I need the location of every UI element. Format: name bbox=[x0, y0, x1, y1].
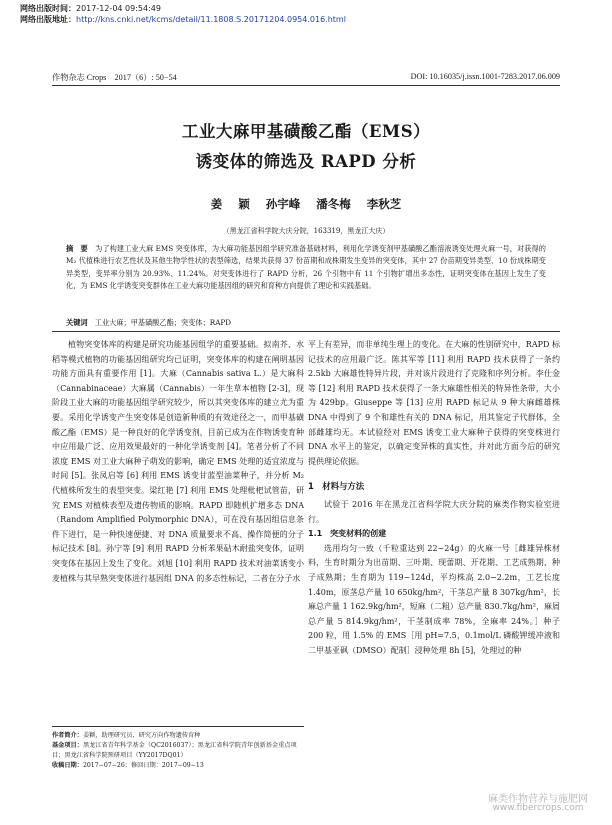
download-header bbox=[20, 3, 346, 25]
affiliation: （黑龙江省科学院大庆分院，163319，黑龙江大庆） bbox=[222, 227, 390, 235]
publish-time-line bbox=[20, 3, 346, 14]
intro-paragraph: 植物突变体库的构建是研究功能基因组学的重要基础。拟南芥、水稻等模式植物的功能基因组研究均已证明，突变体库的构建在阐明基因功能方面具有重要作用 [1]。大麻（Cannabis sativa L.）是大麻科（Cannabinaceae）大麻属（Cannabis）一年生草本植物 [2-3]，现阶段工业大麻的功能基因组学研究较少，所以其突变体库的建立尤为重要。采用化学诱变产生突变体是创造新种质的有效途径之一，而甲基磺酸乙酯（EMS）是一种良好的化学诱变剂，目前已成为在作物诱变育种中应用最广泛、应用效果最好的一种化学诱变剂 [4]。笔者分析了不同浓度 EMS 对工业大麻种子萌发的影响，确定 EMS 处理的适宜浓度与时间 [5]。张凤启等 [6] 利用 EMS 诱变甘蓝型油菜种子，并分析 M₂ 代植株所发生的表型突变。梁红艳 [7] 利用 EMS 处理枇杷试管苗，研究 EMS 对植株表型及遗传物质的影响。RAPD 即随机扩增多态 DNA（Random Amplified Polymorphic DNA），可在没有基因组信息条件下进行，是一种快速便捷、对 DNA 质量要求不高、操作简便的分子标记技术 [8]。孙宁等 [9] 利用 RAPD 分析苯果砧木耐盐突变体，证明突变体在基因上发生了变化。刘旭 [10] 利用 RAPD 技术对油菜诱变小麦植株与其早熟突变体进行基因组 DNA 的多态性标记，二者在分子水 bbox=[52, 340, 304, 583]
intro-continued: 平上有差异，而非单纯生理上的变化。在大麻的性别研究中，RAPD 标记技术的应用最广泛。陈其军等 [11] 利用 RAPD 技术获得了一条约 2.5kb 大麻雄性特异片段，并对该片段进行了克隆和序列分析。李仕金等 [12] 利用 RAPD 技术获得了一条大麻雄性相关的特异性条带，大小为 429bp。Giuseppe 等 [13] 应用 RAPD 标记从 9 种大麻雌雄株 DNA 中得到了 9 个和雄性有关的 DNA 标记，用其鉴定子代群体，全部雌雄均无。本试验经对 EMS 诱变工业大麻种子获得的突变株进行 DNA 水平上的鉴定，以确定变异株的真实性，并对此方面今后的研究提供理论依据。 bbox=[308, 340, 560, 466]
subsection-heading-1-1: 1.1 突变材料的创建 bbox=[308, 529, 387, 539]
title-line-2: 诱变体的筛选及 RAPD 分析 bbox=[195, 152, 417, 171]
publish-address-line bbox=[20, 14, 346, 25]
watermark-url: www.fibercrops.com bbox=[492, 803, 584, 813]
doi: DOI: 10.16035/j.issn.1001-7283.2017.06.009 bbox=[410, 72, 560, 81]
abstract-text: 为了构建工业大麻 EMS 突变体库，为大麻功能基因组学研究准备基础材料，利用化学诱变剂甲基磺酸乙酯溶液诱变处理火麻一号，对获得的 M₂ 代植株进行农艺性状及其他生物学性状的表型筛选，结果共获得 37 份苗期和成株期发生变异的突变体，其中 27 份苗期变异类型、10 份成株期变异类型，变异率分别为 20.93%、11.24%。对突变体进行了 RAPD 分析，26 个引物中有 11 个引物扩增出多态性，证明突变体在基因上发生了变化，为 EMS 化学诱变突变群体在工业大麻功能基因组的研究和育种方向提供了理论和实践基础。 bbox=[66, 244, 546, 291]
keywords bbox=[66, 318, 546, 328]
subsection-1-1-paragraph: 选用均匀一致（千粒重达到 22~24g）的火麻一号［雌雄异株材料，生育时期分为出苗期、三叶期、现蕾期、开花期、工艺成熟期、种子成熟期；生育期为 119~124d，平均株高 2.0~2.2m，工艺长度 1.40m，原茎总产量 10 650kg/hm²，干茎总产量 8 307kg/hm²，长麻总产量 1 162.9kg/hm²，短麻（二粗）总产量 830.7kg/hm²，麻屑总产量 5 814.9kg/hm²，干茎制成率 78%，全麻率 24%。］种子 200 粒，用 1.5% 的 EMS［用 pH=7.5，0.1mol/L 磷酸钾缓冲液和二甲基亚砜（DMSO）配制］浸种处理 8h [5]，处理过的种 bbox=[308, 543, 560, 655]
publish-address-label: 网络出版地址： bbox=[20, 15, 76, 24]
journal-header bbox=[52, 72, 560, 86]
footnote-author bbox=[52, 731, 304, 741]
footnote-fund bbox=[52, 741, 304, 761]
publish-time-value: 2017-12-04 09:54:49 bbox=[76, 4, 161, 13]
authors: 姜 颖 孙宇峰 潘冬梅 李秋芝 bbox=[210, 197, 402, 211]
footnote-fund-label: 基金项目： bbox=[52, 742, 83, 749]
right-column bbox=[308, 338, 560, 658]
section-1-paragraph: 试验于 2016 年在黑龙江省科学院大庆分院的麻类作物实验室进行。 bbox=[308, 499, 560, 524]
watermark-cn: 麻类作物营养与施肥网 bbox=[488, 794, 588, 805]
abstract-label: 摘 要 bbox=[66, 244, 88, 253]
footnote-date-label: 收稿日期： bbox=[52, 762, 83, 769]
keywords-text: 工业大麻；甲基磺酸乙酯；突变体；RAPD bbox=[94, 318, 231, 327]
publish-address-link[interactable]: http://kns.cnki.net/kcms/detail/11.1808.S.20171204.0954.016.html bbox=[76, 15, 346, 24]
footnote-fund-text: 黑龙江省青年科学基金（QC2016037）；黑龙江省科学院青年创新基金重点项目；黑龙江省科学院预研项目（YY2017DQ01） bbox=[52, 742, 297, 759]
left-column bbox=[52, 338, 304, 586]
title-line-1: 工业大麻甲基磺酸乙酯（EMS） bbox=[181, 122, 431, 141]
footnote bbox=[52, 726, 304, 771]
publish-time-label: 网络出版时间： bbox=[20, 4, 76, 13]
keywords-label: 关键词 bbox=[66, 318, 88, 327]
abstract bbox=[66, 243, 546, 293]
footnote-date-text: 2017−07−26；修回日期：2017−09−13 bbox=[82, 762, 204, 769]
footnote-author-text: 姜颖，助理研究员，研究方向作物遗传育种 bbox=[82, 732, 201, 739]
footnote-date bbox=[52, 761, 304, 771]
journal-citation: 作物杂志 Crops 2017（6）: 50−54 bbox=[52, 73, 177, 82]
section-heading-1: 1 材料与方法 bbox=[308, 481, 365, 492]
footnote-author-label: 作者简介： bbox=[52, 732, 83, 739]
abstract-divider bbox=[52, 331, 560, 332]
